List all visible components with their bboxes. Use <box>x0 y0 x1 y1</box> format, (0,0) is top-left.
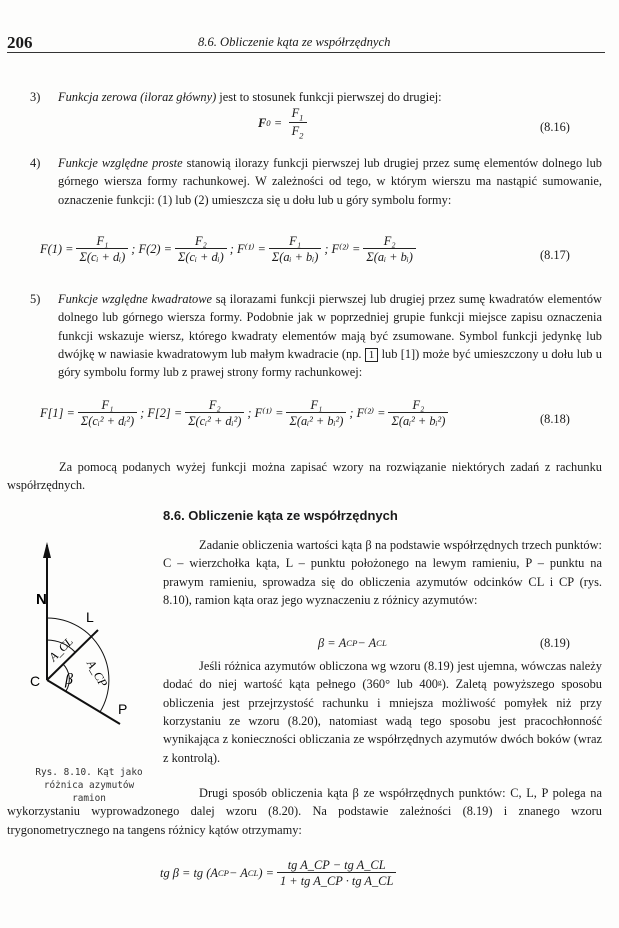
section-paragraph-3: Drugi sposób obliczenia kąta β ze współrzędnych punktów: C, L, P polega na wykorzystaniu wyprowadzonego dalej wzoru (8.20). Na podstawie zależności (8.19) i znanego wzoru trygonometrycznego na tangens różnicy kątów otrzymamy: <box>7 786 602 837</box>
small-square-symbol: 1 <box>365 348 379 362</box>
item-text: są ilorazami funkcji pierwszej lub drugiej przez sumę kwadratów elementów dolnego lub górnego wiersza formy. Podobnie jak w poprzedniej grupie funkcji miejsce zapisu oznaczenia funkcji wskazuje wiersz, którego kwadraty elementów mają być zsumowane. Symbol funkcji jedynkę lub dwójkę w nawiasie kwadratowym lub małym kwadracie (np. <box>58 292 602 362</box>
label-beta: β <box>65 671 73 688</box>
term: Funkcje względne kwadratowe <box>58 292 212 306</box>
section-paragraph-2: Jeśli różnica azymutów obliczona wg wzoru (8.19) jest ujemna, wówczas należy dodać do niej wartość kąta pełnego (360° lub 400ᵍ). Zaletą powyższego sposobu obliczenia jest przejrzystość rachunku i mniejsza możliwość pomyłek niż przy korzystaniu ze wzoru (8.20), natomiast wadą tego sposobu jest pracochłonność wynikająca z konieczności obliczania ze współrzędnych azymutów dwóch boków (wraz z kontrolą). <box>163 659 602 765</box>
page-number: 206 <box>7 33 33 52</box>
figure-caption: Rys. 8.10. Kąt jako różnica azymutów ramion <box>35 767 143 804</box>
section-heading: 8.6. Obliczenie kąta ze współrzędnych <box>163 508 398 523</box>
item-number: 5) <box>30 292 41 306</box>
equation-label: (8.17) <box>540 248 570 262</box>
label-c: C <box>30 673 41 689</box>
fraction: $\frac{F_1}{F_2}$ <box>289 106 307 141</box>
list-item-3 <box>30 88 602 106</box>
figure-8-10 <box>28 540 160 766</box>
label-l: L <box>86 609 94 625</box>
paragraph-functions: Za pomocą podanych wyżej funkcji można zapisać wzory na rozwiązanie niektórych zadań z rachunku współrzędnych. <box>7 460 602 493</box>
equation-8-17: F(1) = $\frac{\text{F₁}}{\text{Σ(cᵢ + dᵢ)}}$ ; F(2) = $\frac{\text{F₂}}{\text{Σ(cᵢ + dᵢ)}}$ ; F⁽¹⁾ = $\frac{\text{F₁}}{\text{Σ(aᵢ + bᵢ)}}$ ; F⁽²⁾ = $\frac{\text{F₂}}{\text{Σ(aᵢ + bᵢ)}}$ <box>40 234 419 265</box>
item-text: stanowią ilorazy funkcji pierwszej lub drugiej przez sumę elementów dolnego lub górnego wiersza formy rachunkowej. W zależności od tego, w którym wierszu ma nastąpić sumowanie, oznaczenie funkcji: (1) lub (2) umieszcza się u dołu lub u góry symbolu formy: <box>58 156 603 207</box>
item-text-continued: lub [1]) może być umieszczony u dołu lub u góry symbolu formy lub z prawej strony formy rachunkowej: <box>58 347 602 380</box>
equation-8-16: F 0 = $\frac{F_1}{F_2}$ <box>258 106 310 141</box>
item-number: 4) <box>30 156 41 170</box>
item-number: 3) <box>30 90 41 104</box>
list-item-5 <box>30 290 602 382</box>
equation-8-18: F[1] = $\frac{\text{F₁}}{\text{Σ(cᵢ² + dᵢ²)}}$ ; F[2] = $\frac{\text{F₂}}{\text{Σ(cᵢ² + dᵢ²)}}$ ; F⁽¹⁾ = $\frac{\text{F₁}}{\text{Σ(aᵢ² + bᵢ²)}}$ ; F⁽²⁾ = $\frac{\text{F₂}}{\text{Σ(aᵢ² + bᵢ²)}}$ <box>40 398 451 429</box>
fraction: $\frac{\text{tg A\_CP − tg A\_CL}}{\text{1 + tg A\_CP · tg A\_CL}}$ <box>277 858 396 889</box>
equation-8-20: tg β = tg (A CP − A CL ) = $\frac{\text{tg A\_CP − tg A\_CL}}{\text{1 + tg A\_CP · tg A\_CL}}$ <box>160 858 399 889</box>
label-acp: A_CP <box>83 657 111 690</box>
running-title: 8.6. Obliczenie kąta ze współrzędnych <box>198 35 391 49</box>
list-item-4 <box>30 154 602 209</box>
term: Funkcja zerowa (iloraz główny) <box>58 90 217 104</box>
term: Funkcje względne proste <box>58 156 183 170</box>
label-acl: A_CL <box>45 634 76 665</box>
header-rule <box>7 52 605 53</box>
north-arrow-icon <box>43 542 51 558</box>
equation-label: (8.18) <box>540 412 570 426</box>
equation-8-19: β = A CP − A CL <box>318 636 387 650</box>
equation-label: (8.16) <box>540 120 570 134</box>
item-text: jest to stosunek funkcji pierwszej do drugiej: <box>216 90 442 104</box>
section-paragraph-1: Zadanie obliczenia wartości kąta β na podstawie współrzędnych trzech punktów: C – wierzchołka kąta, L – punktu położonego na lewym ramieniu, P – punktu na prawym ramieniu, sprowadza się do obliczenia azymutów odcinków CL i CP (rys. 8.10), ramion kąta oraz jego wyznaczeniu z różnicy azymutów: <box>163 538 602 608</box>
equation-label: (8.19) <box>540 636 570 650</box>
label-north: N <box>36 591 47 608</box>
label-p: P <box>118 701 128 717</box>
